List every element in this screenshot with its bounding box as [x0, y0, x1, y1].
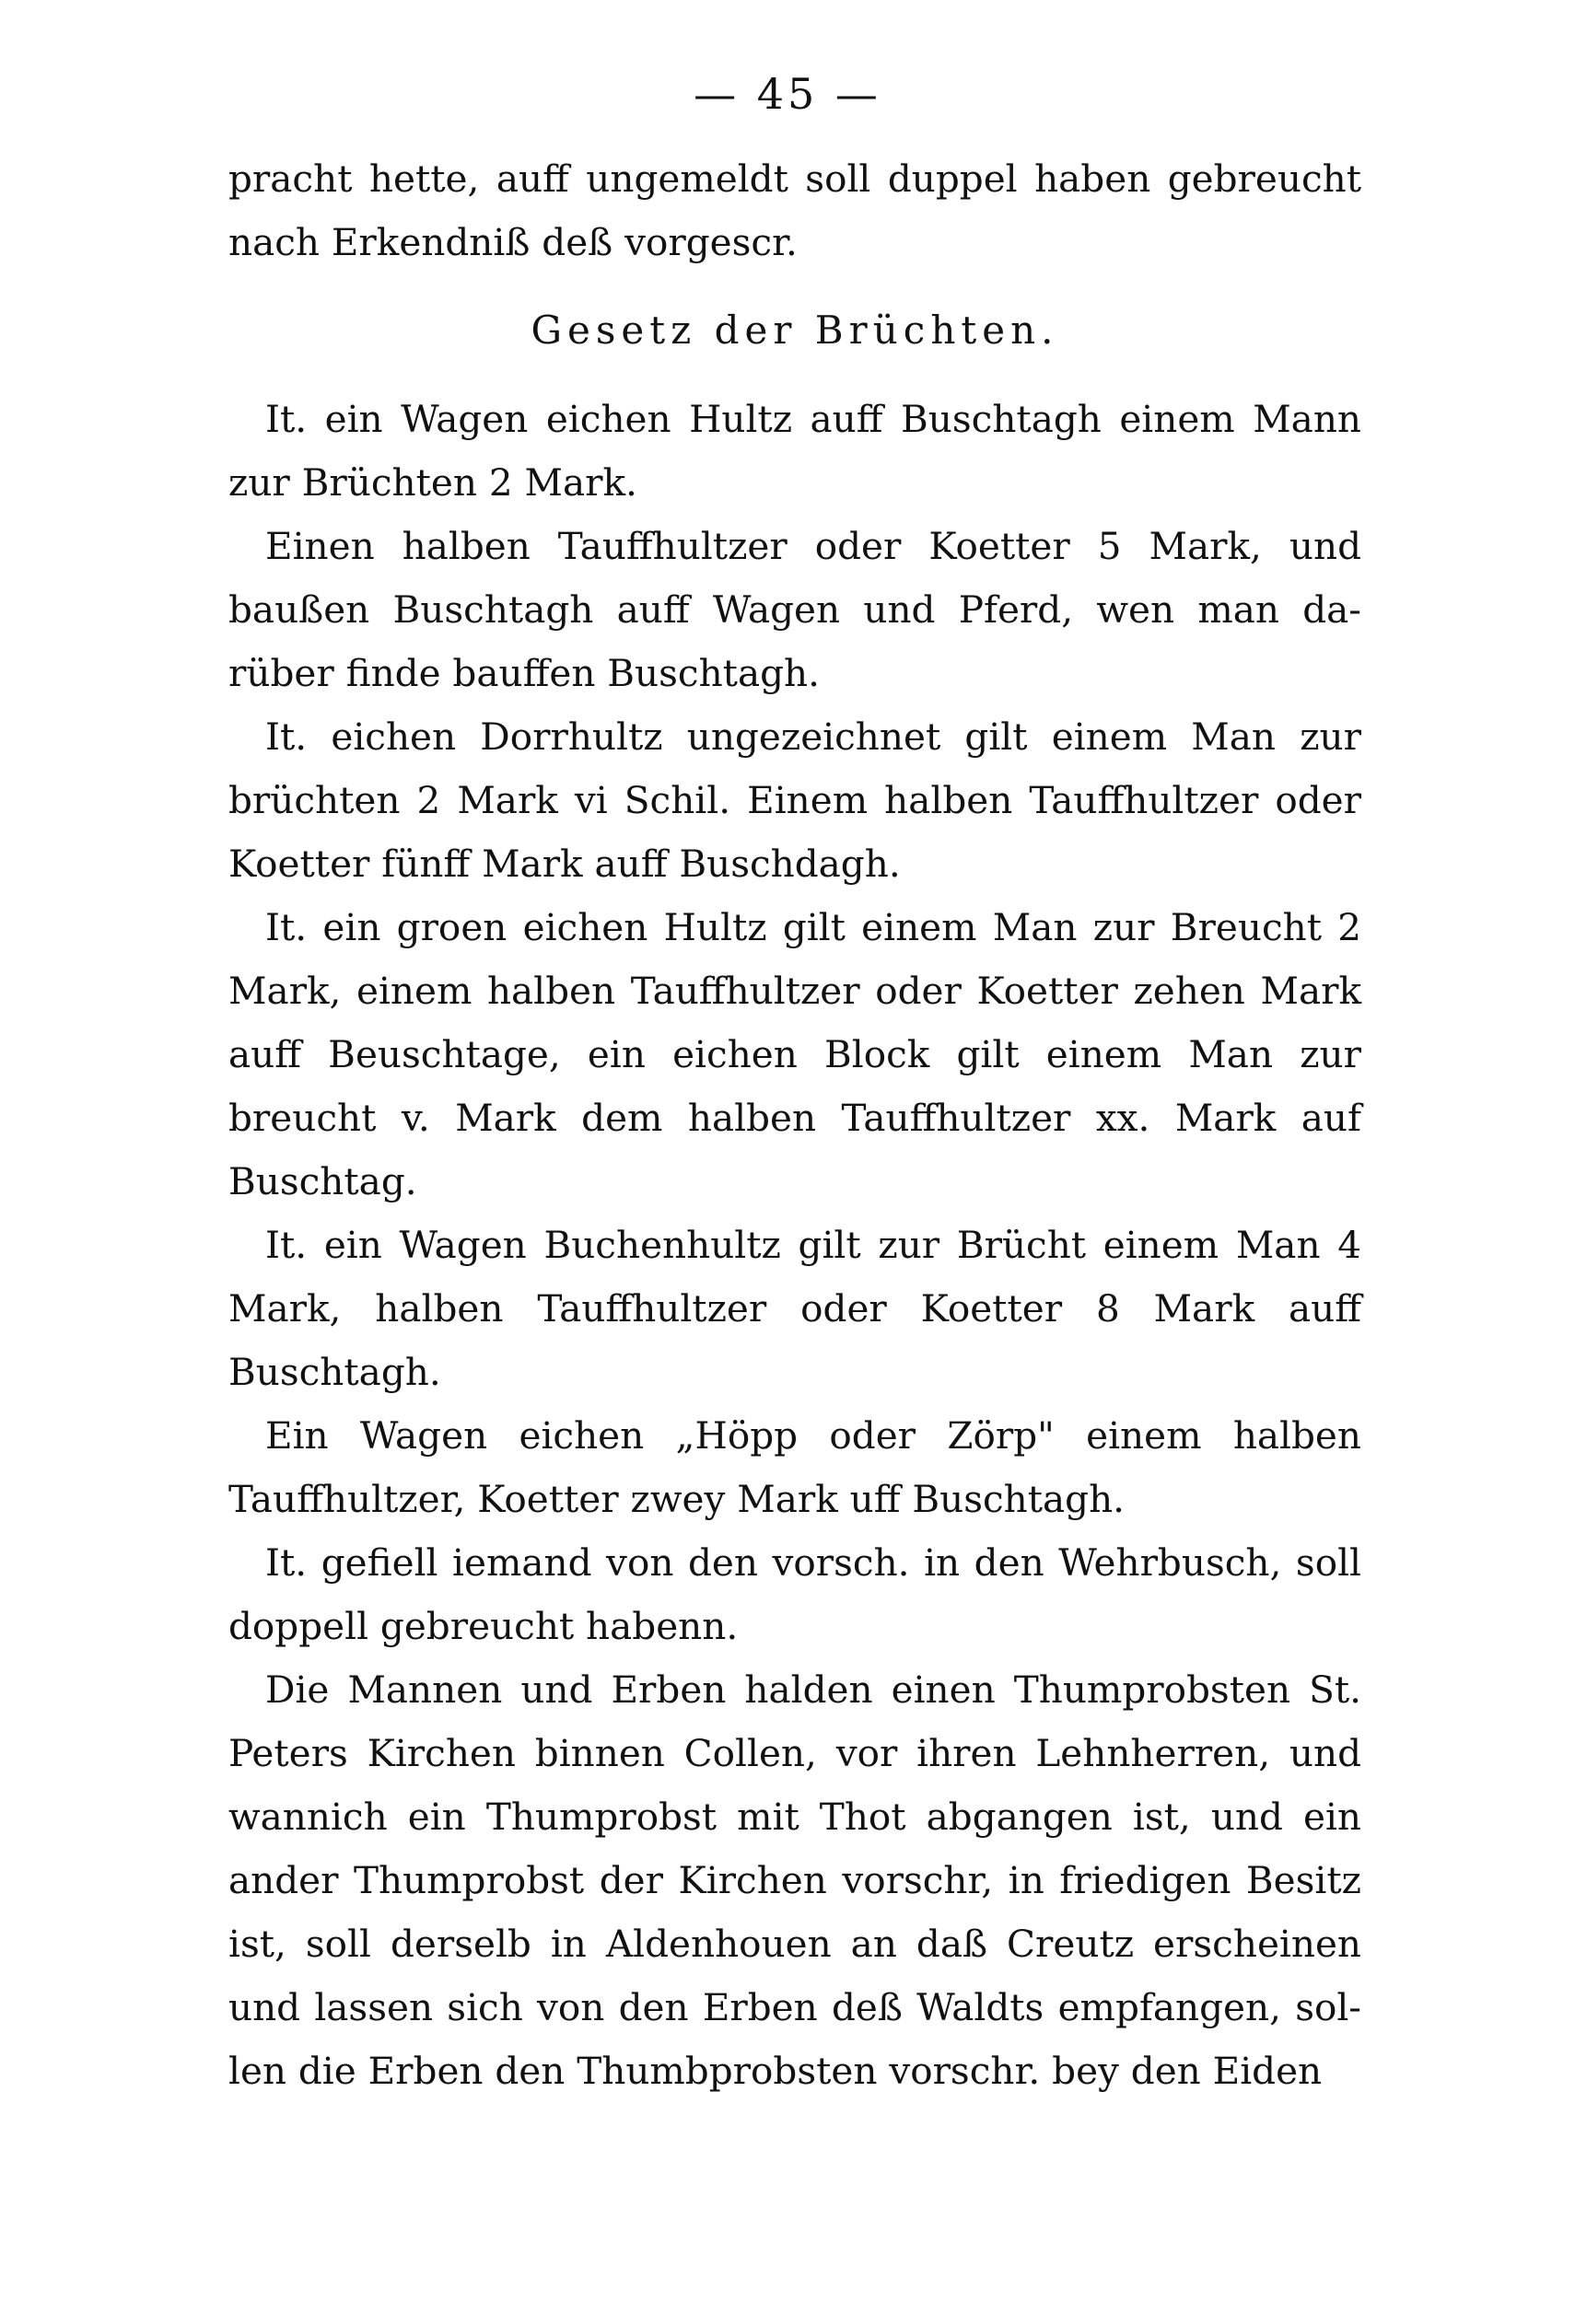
paragraph: Die Mannen und Erben halden einen Thumprobsten St. Peters Kirchen binnen Collen, vor ihren Lehnherren, und wannich ein Thumprobst mit Thot abgangen ist, und ein ander Thumprobst der Kirchen vorschr, in friedigen Besitz ist, soll derselb in Aldenhouen an daß Creutz erscheinen und lassen sich von den Erben deß Waldts empfangen, sol- len die Erben den Thumbprobsten vorschr. bey den Eiden — [228, 1667, 1361, 2093]
page-number: — 45 — — [694, 69, 881, 119]
paragraph: It. ein Wagen Buchenhultz gilt zur Brücht einem Man 4 Mark, halben Tauffhultzer oder Koetter 8 Mark auff Buschtagh. — [228, 1223, 1361, 1394]
paragraph: Ein Wagen eichen „Höpp oder Zörp" einem halben Tauffhultzer, Koetter zwey Mark uff Buschtagh. — [228, 1413, 1361, 1521]
paragraph: It. gefiell iemand von den vorsch. in den Wehrbusch, soll doppell gebreucht habenn. — [228, 1540, 1361, 1648]
paragraph: It. ein Wagen eichen Hultz auff Buschtagh einem Mann zur Brüchten 2 Mark. — [228, 397, 1361, 505]
paragraph: Einen halben Tauffhultzer oder Koetter 5 Mark, und baußen Buschtagh auff Wagen und Pferd, wen man da- rüber finde bauffen Buschtagh. — [228, 524, 1361, 695]
paragraph: It. ein groen eichen Hultz gilt einem Man zur Breucht 2 Mark, einem halben Tauffhultzer oder Koetter zehen Mark auff Beuschtage, ein eichen Block gilt einem Man zur breucht v. Mark dem halben Tauffhultzer xx. Mark auf Buschtag. — [228, 905, 1361, 1203]
section-heading: Gesetz der Brüchten. — [531, 308, 1059, 353]
paragraph: It. eichen Dorrhultz ungezeichnet gilt einem Man zur brüchten 2 Mark vi Schil. Einem halben Tauffhultzer oder Koetter fünff Mark auff Buschdagh. — [228, 715, 1361, 886]
paragraph-continuation: pracht hette, auff ungemeldt soll duppel haben gebreucht nach Erkendniß deß vorgescr. — [228, 157, 1361, 264]
text-block — [228, 147, 1361, 2103]
